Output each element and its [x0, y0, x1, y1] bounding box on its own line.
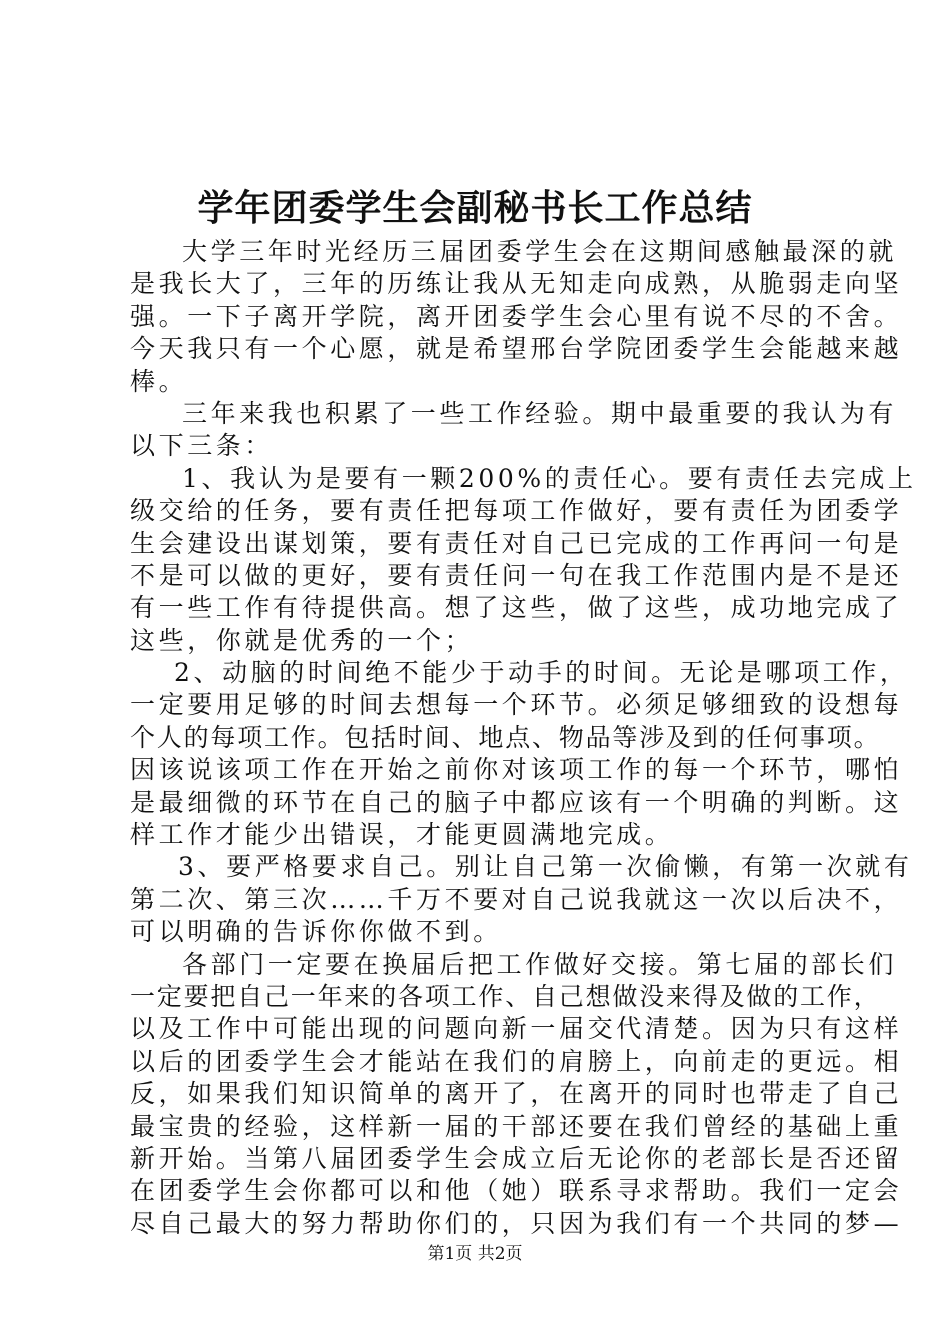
body-line: 尽自己最大的努力帮助你们的，只因为我们有一个共同的梦— [130, 1208, 903, 1238]
body-line: 一定要用足够的时间去想每一个环节。必须足够细致的设想每 [130, 690, 903, 720]
body-line: 可以明确的告诉你你做不到。 [130, 917, 502, 947]
body-line: 各部门一定要在换届后把工作做好交接。第七届的部长们 [182, 949, 898, 979]
body-line: 新开始。当第八届团委学生会成立后无论你的老部长是否还留 [130, 1143, 903, 1173]
body-line: 棒。 [130, 366, 188, 396]
body-line: 反，如果我们知识简单的离开了，在离开的同时也带走了自己 [130, 1079, 903, 1109]
body-line: 因该说该项工作在开始之前你对该项工作的每一个环节，哪怕 [130, 755, 903, 785]
body-line: 三年来我也积累了一些工作经验。期中最重要的我认为有 [182, 398, 898, 428]
body-line: 个人的每项工作。包括时间、地点、物品等涉及到的任何事项。 [130, 722, 881, 752]
body-line: 是我长大了，三年的历练让我从无知走向成熟，从脆弱走向坚 [130, 269, 903, 299]
body-line: 最宝贵的经验，这样新一届的干部还要在我们曾经的基础上重 [130, 1111, 903, 1141]
body-line: 2、动脑的时间绝不能少于动手的时间。无论是哪项工作， [174, 658, 909, 688]
body-line: 第二次、第三次……千万不要对自己说我就这一次以后决不， [130, 884, 903, 914]
page-indicator: 第1页 共2页 [427, 1244, 523, 1264]
body-line: 级交给的任务，要有责任把每项工作做好，要有责任为团委学 [130, 496, 903, 526]
body-line: 这些，你就是优秀的一个； [130, 625, 474, 655]
body-line: 以及工作中可能出现的问题向新一届交代清楚。因为只有这样 [130, 1014, 903, 1044]
body-line: 样工作才能少出错误，才能更圆满地完成。 [130, 820, 674, 850]
body-line: 一定要把自己一年来的各项工作、自己想做没来得及做的工作， [130, 981, 881, 1011]
body-line: 今天我只有一个心愿，就是希望邢台学院团委学生会能越来越 [130, 334, 903, 364]
body-line: 3、要严格要求自己。别让自己第一次偷懒，有第一次就有 [178, 852, 913, 882]
body-line: 不是可以做的更好，要有责任问一句在我工作范围内是不是还 [130, 560, 903, 590]
body-line: 是最细微的环节在自己的脑子中都应该有一个明确的判断。这 [130, 787, 903, 817]
body-line: 以下三条： [130, 431, 274, 461]
body-line: 在团委学生会你都可以和他（她）联系寻求帮助。我们一定会 [130, 1176, 903, 1206]
document-title: 学年团委学生会副秘书长工作总结 [197, 187, 753, 229]
body-line: 大学三年时光经历三届团委学生会在这期间感触最深的就 [182, 237, 898, 266]
body-line: 有一些工作有待提供高。想了这些，做了这些，成功地完成了 [130, 593, 903, 623]
body-line: 强。一下子离开学院，离开团委学生会心里有说不尽的不舍。 [130, 301, 903, 331]
body-line: 1、我认为是要有一颗200%的责任心。要有责任去完成上 [182, 463, 917, 493]
document-body [130, 236, 917, 1240]
body-line: 以后的团委学生会才能站在我们的肩膀上，向前走的更远。相 [130, 1046, 903, 1076]
body-line: 生会建设出谋划策，要有责任对自己已完成的工作再问一句是 [130, 528, 903, 558]
